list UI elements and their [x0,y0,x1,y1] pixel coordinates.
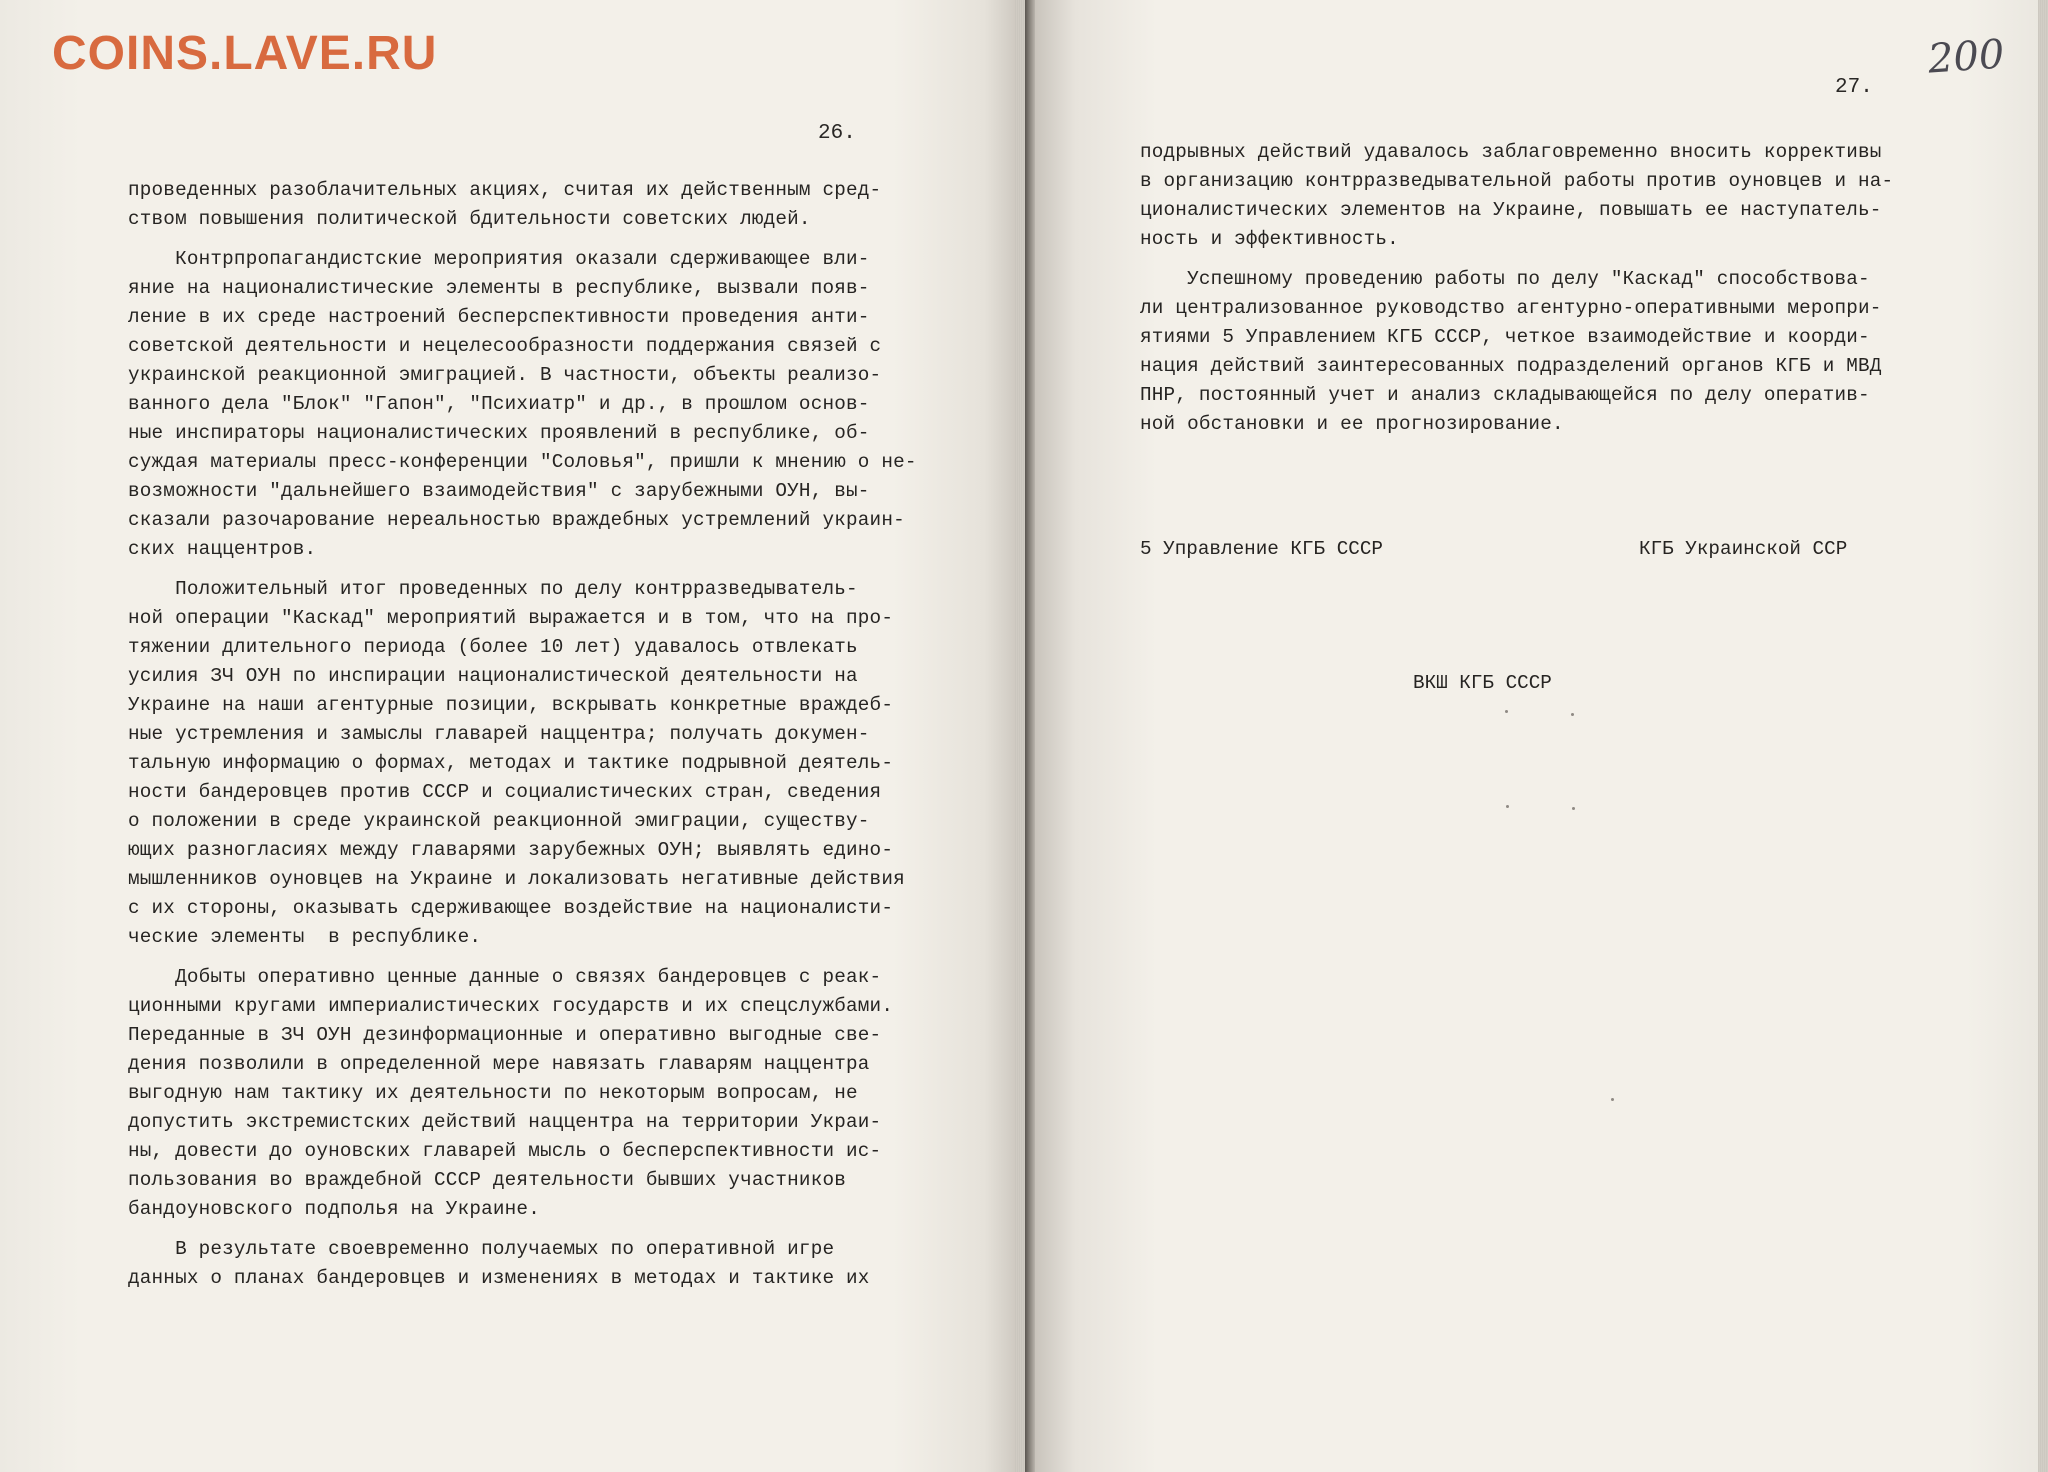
text-line: данных о планах бандеровцев и изменениях в методах и тактике их [128,1267,870,1289]
text-line: нация действий заинтересованных подразделений органов КГБ и МВД [1140,355,1882,377]
text-line: украинской реакционной эмиграцией. В частности, объекты реализо- [128,364,882,386]
text-line: подрывных действий удавалось заблаговременно вносить коррективы [1140,141,1882,163]
signature-right: КГБ Украинской ССР [1639,538,1848,560]
right-page-body [1140,138,1893,439]
text-line: мышленников оуновцев на Украине и локализовать негативные действия [128,868,905,890]
right-page [1035,0,2048,1472]
text-line: в организацию контрразведывательной работы против оуновцев и на- [1140,170,1894,192]
text-line: бандоуновского подполья на Украине. [128,1198,540,1220]
watermark: COINS.LAVE.RU [52,27,438,80]
text-line: ные устремления и замыслы главарей наццентра; получать докумен- [128,723,870,745]
text-line: проведенных разоблачительных акциях, считая их действенным сред- [128,179,882,201]
text-line: Добыты оперативно ценные данные о связях бандеровцев с реак- [128,966,882,988]
text-line: ятиями 5 Управлением КГБ СССР, четкое взаимодействие и коорди- [1140,326,1870,348]
paragraph-gap [128,564,917,575]
text-line: ности бандеровцев против СССР и социалистических стран, сведения [128,781,882,803]
text-line: ционалистических элементов на Украине, повышать ее наступатель- [1140,199,1882,221]
text-line: ной обстановки и ее прогнозирование. [1140,413,1564,435]
text-line: ванного дела "Блок" "Гапон", "Психиатр" и др., в прошлом основ- [128,393,870,415]
text-line: яние на националистические элементы в республике, вызвали появ- [128,277,870,299]
text-line: ющих разногласиях между главарями зарубежных ОУН; выявлять едино- [128,839,894,861]
paragraph-gap [1140,254,1893,265]
book-gutter [1025,0,1035,1472]
text-line: тяжении длительного периода (более 10 лет) удавалось отвлекать [128,636,858,658]
text-line: суждая материалы пресс-конференции "Соловья", пришли к мнению о не- [128,451,917,473]
staple-hole [1505,710,1508,713]
left-page [0,0,1015,1472]
left-page-number: 26. [818,122,856,145]
text-line: ПНР, постоянный учет и анализ складывающейся по делу оператив- [1140,384,1870,406]
text-line: ные инспираторы националистических проявлений в республике, об- [128,422,870,444]
text-line: сказали разочарование нереальностью враждебных устремлений украин- [128,509,905,531]
handwritten-folio-number: 200 [1926,31,2006,83]
text-line: ством повышения политической бдительности советских людей. [128,208,811,230]
text-line: Украине на наши агентурные позиции, вскрывать конкретные враждеб- [128,694,894,716]
text-line: Успешному проведению работы по делу "Каскад" способствова- [1140,268,1870,290]
text-line: с их стороны, оказывать сдерживающее воздействие на националисти- [128,897,894,919]
right-page-number: 27. [1835,76,1873,99]
text-line: дения позволили в определенной мере навязать главарям наццентра [128,1053,870,1075]
text-line: Контрпропагандистские мероприятия оказали сдерживающее вли- [128,248,870,270]
text-line: ских наццентров. [128,538,317,560]
text-line: ны, довести до оуновских главарей мысль о бесперспективности ис- [128,1140,882,1162]
right-page-edge [2038,0,2048,1472]
text-line: ной операции "Каскад" мероприятий выражается и в том, что на про- [128,607,894,629]
text-line: ческие элементы в республике. [128,926,482,948]
text-line: о положении в среде украинской реакционной эмиграции, существу- [128,810,870,832]
text-line: ционными кругами империалистических государств и их спецслужбами. [128,995,894,1017]
paragraph-gap [128,1224,917,1235]
text-line: Переданные в ЗЧ ОУН дезинформационные и оперативно выгодные све- [128,1024,882,1046]
signature-left: 5 Управление КГБ СССР [1140,538,1383,560]
left-page-edge [1015,0,1025,1472]
text-line: ли централизованное руководство агентурно-оперативными меропри- [1140,297,1882,319]
text-line: советской деятельности и нецелесообразности поддержания связей с [128,335,882,357]
text-line: тальную информацию о формах, методах и тактике подрывной деятель- [128,752,894,774]
staple-hole [1571,713,1574,716]
library-stamp: ВКШ КГБ СССР [1413,672,1552,694]
text-line: пользования во враждебной СССР деятельности бывших участников [128,1169,847,1191]
left-page-body [128,176,917,1293]
paper-speck [1611,1098,1614,1101]
text-line: ность и эффективность. [1140,228,1399,250]
text-line: допустить экстремистских действий наццентра на территории Украи- [128,1111,882,1133]
text-line: ление в их среде настроений бесперспективности проведения анти- [128,306,870,328]
text-line: В результате своевременно получаемых по оперативной игре [128,1238,835,1260]
text-line: возможности "дальнейшего взаимодействия" с зарубежными ОУН, вы- [128,480,870,502]
text-line: Положительный итог проведенных по делу контрразведыватель- [128,578,858,600]
text-line: выгодную нам тактику их деятельности по некоторым вопросам, не [128,1082,858,1104]
paragraph-gap [128,234,917,245]
paragraph-gap [128,952,917,963]
staple-hole [1572,807,1575,810]
text-line: усилия ЗЧ ОУН по инспирации националистической деятельности на [128,665,858,687]
staple-hole [1506,805,1509,808]
